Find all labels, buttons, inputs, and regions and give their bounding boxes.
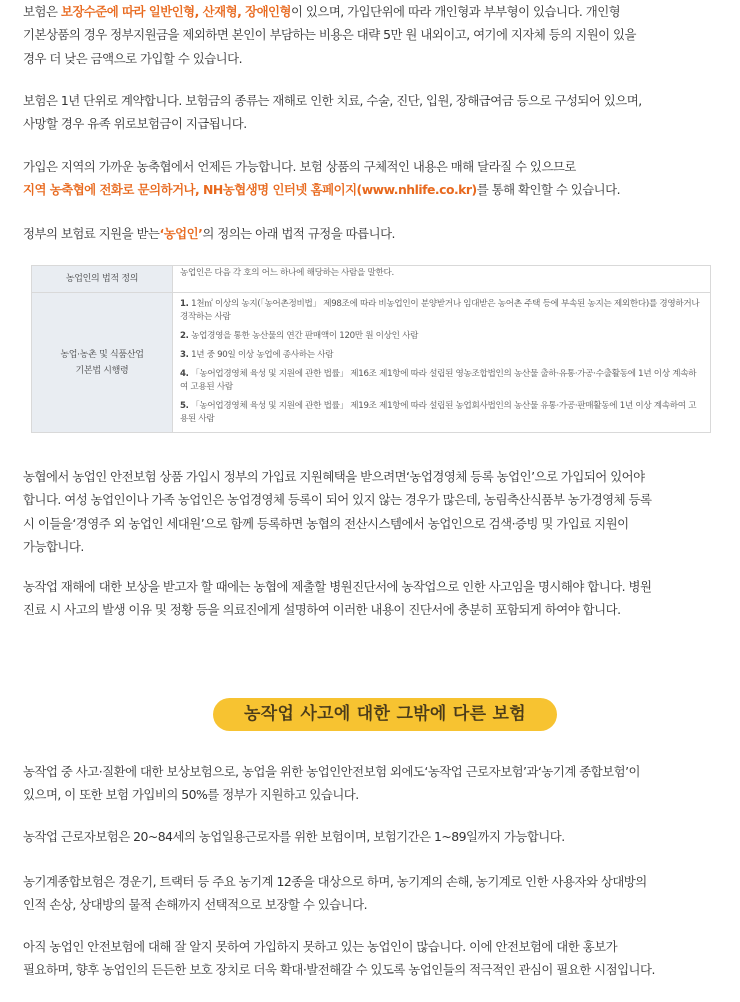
item-text: 1천㎡ 이상의 농지(「농어촌정비법」 제98조에 따라 비농업인이 분양받거나 임대받은 농어촌 주택 등에 부속된 농지는 제외한다)를 경영하거나 경작하는 사람: [180, 299, 700, 322]
farmer-legal-definition-table: [31, 265, 711, 433]
text-line: 아직 농업인 안전보험에 대해 잘 알지 못하여 가입하지 못하고 있는 농업인이 많습니다. 이에 안전보험에 대한 홍보가: [23, 939, 618, 954]
item-number: 1.: [180, 299, 189, 309]
text-line: [23, 222, 723, 245]
text-line: 경우 더 낮은 금액으로 가입할 수 있습니다.: [23, 50, 243, 66]
text-line: 농기계종합보험은 경운기, 트랙터 등 주요 농기계 12종을 대상으로 하며, 농기계의 손해, 농기계로 인한 사용자와 상대방의: [23, 874, 647, 889]
paragraph-other-insurance: [23, 760, 723, 807]
text-line: 농작업 근로자보험은 20~84세의 농업일용근로자를 위한 보험이며, 보험기간은 1~89일까지 가능합니다.: [23, 829, 565, 844]
item-number: 5.: [180, 401, 189, 411]
paragraph-farmer-definition-intro: [23, 222, 723, 245]
item-text: 「농어업경영체 육성 및 지원에 관한 법률」 제16조 제1항에 따라 설립된 영농조합법인의 농산물 출하·유통·가공·수출활동에 1년 이상 계속하여 고용된 사람: [180, 369, 697, 392]
item-text: 「농어업경영체 육성 및 지원에 관한 법률」 제19조 제1항에 따라 설립된 농업회사법인의 농산물 유통·가공·판매활동에 1년 이상 계속하여 고용된 사람: [180, 401, 697, 424]
table-row: [32, 266, 711, 293]
paragraph-conclusion: [23, 935, 723, 982]
header-line: 기본법 시행령: [75, 365, 129, 376]
text-span: 를 통해 확인할 수 있습니다.: [476, 182, 621, 198]
list-item: [180, 368, 704, 394]
table-header-cell: [32, 293, 173, 433]
text-line: 필요하며, 향후 농업인의 든든한 보호 장치로 더욱 확대·발전해갈 수 있도록 농업인들의 적극적인 관심이 필요한 시점입니다.: [23, 962, 655, 978]
item-number: 4.: [180, 369, 189, 379]
text-line: 가능합니다.: [23, 539, 84, 555]
highlight-coverage-types: 보장수준에 따라 일반인형, 산재형, 장애인형: [60, 4, 291, 19]
highlight-farmer-term: ‘농업인’: [159, 226, 203, 241]
text-line: 농작업 중 사고·질환에 대한 보상보험으로, 농업을 위한 농업인안전보험 외에도‘농작업 근로자보험’과‘농기계 종합보험’이: [23, 764, 641, 779]
list-item: [180, 298, 704, 324]
item-number: 2.: [180, 331, 189, 341]
text-line: 진료 시 사고의 발생 이유 및 정황 등을 의료진에게 설명하여 이러한 내용이 진단서에 충분히 포함되게 하여야 합니다.: [23, 602, 621, 618]
text-line: 보험은 1년 단위로 계약합니다. 보험금의 종류는 재해로 인한 치료, 수술, 진단, 입원, 장해급여금 등으로 구성되어 있으며,: [23, 93, 642, 108]
highlight-contact-info: 지역 농축협에 전화로 문의하거나, NH농협생명 인터넷 홈페이지(www.nhlife.co.kr): [23, 182, 477, 198]
text-span: 정부의 보험료 지원을 받는: [23, 226, 160, 241]
text-line: [23, 0, 723, 23]
text-line: 인적 손상, 상대방의 물적 손해까지 선택적으로 보장할 수 있습니다.: [23, 897, 368, 913]
text-line: [23, 178, 723, 201]
text-line: 가입은 지역의 가까운 농축협에서 언제든 가능합니다. 보험 상품의 구체적인 내용은 매해 달라질 수 있으므로: [23, 159, 576, 174]
text-span: 의 정의는 아래 법적 규정을 따릅니다.: [202, 226, 395, 241]
list-item: [180, 400, 704, 426]
paragraph-farm-business-registration: [23, 465, 723, 559]
text-line: 농작업 재해에 대한 보상을 받고자 할 때에는 농협에 제출할 병원진단서에 농작업으로 인한 사고임을 명시해야 합니다. 병원: [23, 579, 652, 594]
paragraph-insurance-types: [23, 0, 723, 70]
item-text: 농업경영을 통한 농산물의 연간 판매액이 120만 원 이상인 사람: [191, 331, 419, 341]
table-cell: 농업인은 다음 각 호의 어느 하나에 해당하는 사람을 말한다.: [173, 266, 711, 293]
paragraph-worker-insurance: [23, 825, 723, 848]
item-number: 3.: [180, 350, 189, 360]
paragraph-machinery-insurance: [23, 870, 723, 917]
text-span: 이 있으며, 가입단위에 따라 개인형과 부부형이 있습니다. 개인형: [290, 4, 621, 19]
table-header-cell: 농업인의 법적 정의: [32, 266, 173, 293]
text-line: 있으며, 이 또한 보험 가입비의 50%를 정부가 지원하고 있습니다.: [23, 787, 359, 803]
paragraph-contract-term: [23, 89, 723, 136]
text-line: 사망할 경우 유족 위로보험금이 지급됩니다.: [23, 116, 247, 132]
text-line: 시 이들을‘경영주 외 농업인 세대원’으로 함께 등록하면 농협의 전산시스템에서 농업인으로 검색·증빙 및 가입료 지원이: [23, 515, 629, 531]
item-text: 1년 중 90일 이상 농업에 종사하는 사람: [191, 350, 334, 360]
paragraph-how-to-join: [23, 155, 723, 202]
text-line: 기본상품의 경우 정부지원금을 제외하면 본인이 부담하는 비용은 대략 5만 원 내외이고, 여기에 지자체 등의 지원이 있을: [23, 27, 636, 43]
list-item: [180, 349, 704, 362]
list-item: [180, 330, 704, 343]
section-heading-banner: 농작업 사고에 대한 그밖에 다른 보험: [213, 698, 557, 731]
table-row: [32, 293, 711, 433]
paragraph-accident-claim: [23, 575, 723, 622]
table-cell: [173, 293, 711, 433]
text-line: 합니다. 여성 농업인이나 가족 농업인은 농업경영체 등록이 되어 있지 않는 경우가 많은데, 농림축산식품부 농가경영체 등록: [23, 492, 652, 508]
text-line: 농협에서 농업인 안전보험 상품 가입시 정부의 가입료 지원혜택을 받으려면‘농업경영체 등록 농업인’으로 가입되어 있어야: [23, 469, 645, 484]
header-line: 농업·농촌 및 식품산업: [60, 349, 144, 360]
text-span: 보험은: [23, 4, 61, 19]
